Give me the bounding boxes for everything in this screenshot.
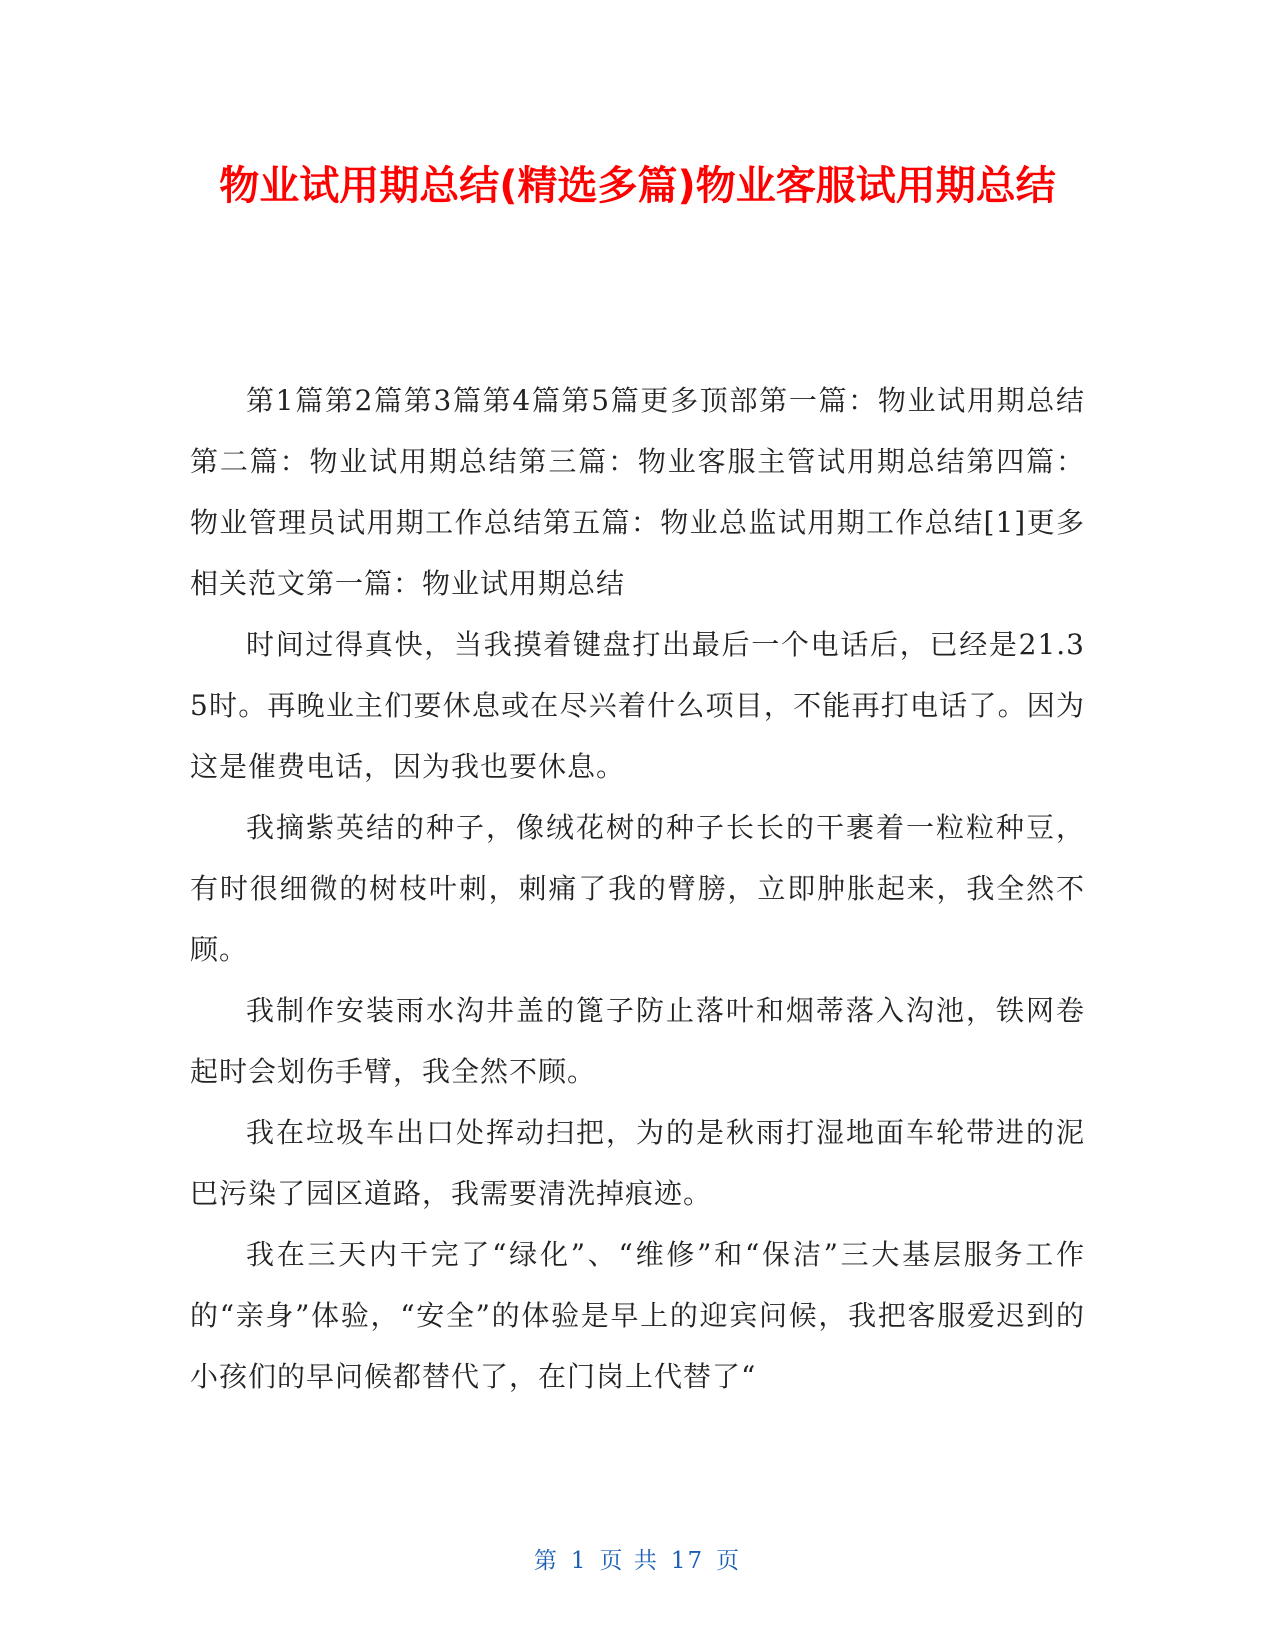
- page-footer: [0, 1542, 1275, 1575]
- paragraph: 时间过得真快，当我摸着键盘打出最后一个电话后，已经是21.35时。再晚业主们要休息或在尽兴着什么项目，不能再打电话了。因为这是催费电话，因为我也要休息。: [190, 628, 1085, 783]
- footer-page-number: 1: [570, 1548, 588, 1574]
- paragraph: 我在垃圾车出口处挥动扫把，为的是秋雨打湿地面车轮带进的泥巴污染了园区道路，我需要清洗掉痕迹。: [190, 1116, 1085, 1210]
- footer-prefix: 第: [533, 1548, 559, 1574]
- footer-suffix: 页: [716, 1548, 742, 1574]
- footer-total-pages: 17: [670, 1548, 705, 1574]
- paragraph: 第1篇第2篇第3篇第4篇第5篇更多顶部第一篇：物业试用期总结第二篇：物业试用期总结第三篇：物业客服主管试用期总结第四篇：物业管理员试用期工作总结第五篇：物业总监试用期工作总结[1]更多相关范文第一篇：物业试用期总结: [190, 384, 1085, 600]
- document-title: 物业试用期总结(精选多篇)物业客服试用期总结: [219, 163, 1056, 209]
- paragraph: 我摘紫英结的种子，像绒花树的种子长长的干裹着一粒粒种豆，有时很细微的树枝叶刺，刺痛了我的臂膀，立即肿胀起来，我全然不顾。: [190, 811, 1085, 966]
- footer-middle: 页 共: [599, 1548, 659, 1574]
- paragraph: 我制作安装雨水沟井盖的篦子防止落叶和烟蒂落入沟池，铁网卷起时会划伤手臂，我全然不顾。: [190, 994, 1085, 1088]
- document-body: [190, 370, 1085, 1407]
- paragraph: 我在三天内干完了“绿化”、“维修”和“保洁”三大基层服务工作的“亲身”体验，“安全”的体验是早上的迎宾问候，我把客服爱迟到的小孩们的早问候都替代了，在门岗上代替了“: [190, 1238, 1085, 1393]
